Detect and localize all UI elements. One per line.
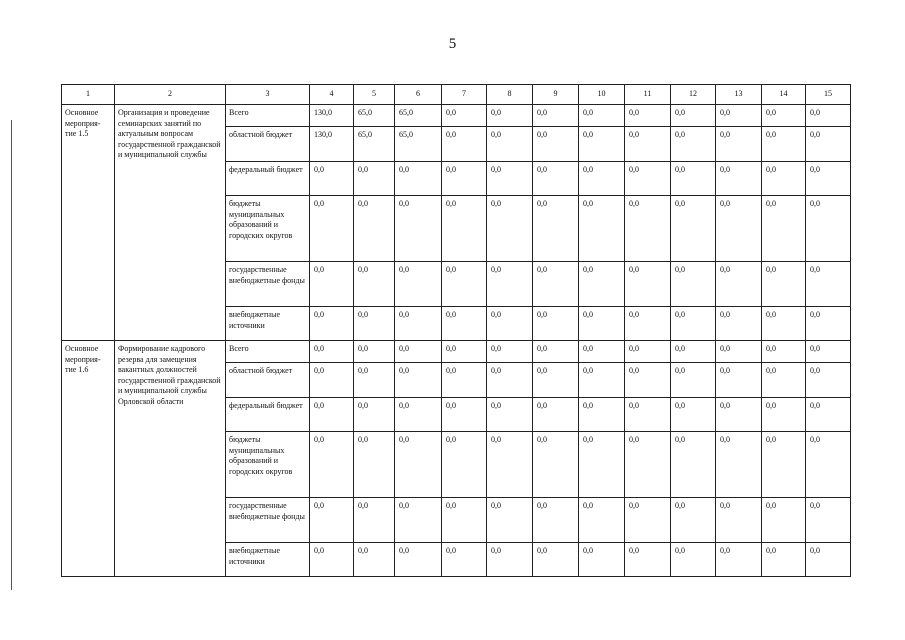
funding-source-cell: Всего [226, 341, 310, 363]
value-cell: 0,0 [671, 432, 716, 498]
header-cell: 14 [762, 85, 806, 105]
funding-source-cell: государственные внебюджетные фонды [226, 262, 310, 307]
value-cell: 0,0 [442, 196, 487, 262]
value-cell: 0,0 [442, 363, 487, 398]
value-cell: 0,0 [671, 543, 716, 577]
value-cell: 0,0 [310, 307, 354, 341]
value-cell: 0,0 [625, 498, 671, 543]
value-cell: 0,0 [442, 341, 487, 363]
value-cell: 0,0 [716, 363, 762, 398]
value-cell: 0,0 [716, 262, 762, 307]
value-cell: 0,0 [310, 543, 354, 577]
value-cell: 0,0 [806, 498, 851, 543]
value-cell: 0,0 [579, 363, 625, 398]
value-cell: 0,0 [310, 432, 354, 498]
value-cell: 0,0 [625, 307, 671, 341]
value-cell: 0,0 [395, 543, 442, 577]
header-cell: 11 [625, 85, 671, 105]
header-cell: 3 [226, 85, 310, 105]
value-cell: 0,0 [671, 105, 716, 127]
value-cell: 0,0 [487, 543, 533, 577]
value-cell: 0,0 [533, 127, 579, 162]
value-cell: 0,0 [533, 363, 579, 398]
funding-source-cell: бюджеты муниципальных образований и городских округов [226, 196, 310, 262]
value-cell: 0,0 [716, 341, 762, 363]
value-cell: 0,0 [533, 196, 579, 262]
value-cell: 0,0 [310, 363, 354, 398]
value-cell: 0,0 [579, 432, 625, 498]
value-cell: 0,0 [310, 196, 354, 262]
value-cell: 130,0 [310, 105, 354, 127]
value-cell: 0,0 [716, 127, 762, 162]
value-cell: 0,0 [442, 543, 487, 577]
value-cell: 0,0 [716, 543, 762, 577]
value-cell: 0,0 [716, 196, 762, 262]
value-cell: 0,0 [762, 105, 806, 127]
value-cell: 0,0 [806, 262, 851, 307]
value-cell: 0,0 [487, 307, 533, 341]
event-cell: Основное мероприя-тие 1.6 [62, 341, 115, 577]
value-cell: 0,0 [625, 262, 671, 307]
value-cell: 0,0 [395, 196, 442, 262]
table-row [62, 105, 851, 127]
value-cell: 0,0 [533, 162, 579, 196]
value-cell: 0,0 [487, 363, 533, 398]
value-cell: 0,0 [579, 543, 625, 577]
header-cell: 1 [62, 85, 115, 105]
value-cell: 0,0 [671, 262, 716, 307]
value-cell: 0,0 [716, 105, 762, 127]
value-cell: 0,0 [533, 498, 579, 543]
value-cell: 0,0 [579, 341, 625, 363]
value-cell: 0,0 [354, 307, 395, 341]
header-cell: 8 [487, 85, 533, 105]
header-cell: 13 [716, 85, 762, 105]
value-cell: 0,0 [579, 262, 625, 307]
value-cell: 0,0 [579, 307, 625, 341]
value-cell: 0,0 [442, 307, 487, 341]
funding-source-cell: государственные внебюджетные фонды [226, 498, 310, 543]
value-cell: 0,0 [762, 341, 806, 363]
value-cell: 65,0 [354, 127, 395, 162]
value-cell: 0,0 [716, 162, 762, 196]
value-cell: 0,0 [806, 543, 851, 577]
value-cell: 0,0 [442, 432, 487, 498]
value-cell: 0,0 [579, 398, 625, 432]
value-cell: 0,0 [395, 432, 442, 498]
header-cell: 15 [806, 85, 851, 105]
value-cell: 0,0 [354, 498, 395, 543]
value-cell: 0,0 [762, 363, 806, 398]
value-cell: 0,0 [354, 162, 395, 196]
header-cell: 12 [671, 85, 716, 105]
value-cell: 0,0 [671, 307, 716, 341]
value-cell: 0,0 [806, 127, 851, 162]
value-cell: 0,0 [354, 543, 395, 577]
value-cell: 0,0 [395, 498, 442, 543]
value-cell: 0,0 [762, 262, 806, 307]
value-cell: 0,0 [806, 398, 851, 432]
page-number: 5 [448, 36, 457, 52]
value-cell: 0,0 [762, 398, 806, 432]
value-cell: 0,0 [487, 127, 533, 162]
value-cell: 0,0 [625, 162, 671, 196]
value-cell: 0,0 [716, 307, 762, 341]
value-cell: 0,0 [533, 398, 579, 432]
budget-table [61, 84, 851, 577]
value-cell: 0,0 [487, 398, 533, 432]
value-cell: 0,0 [806, 363, 851, 398]
value-cell: 0,0 [671, 162, 716, 196]
funding-source-cell: областной бюджет [226, 363, 310, 398]
value-cell: 0,0 [671, 127, 716, 162]
value-cell: 0,0 [716, 398, 762, 432]
value-cell: 0,0 [671, 363, 716, 398]
funding-source-cell: федеральный бюджет [226, 398, 310, 432]
value-cell: 0,0 [354, 398, 395, 432]
value-cell: 0,0 [716, 498, 762, 543]
value-cell: 65,0 [395, 105, 442, 127]
value-cell: 0,0 [625, 105, 671, 127]
value-cell: 0,0 [533, 432, 579, 498]
value-cell: 0,0 [671, 341, 716, 363]
value-cell: 0,0 [354, 341, 395, 363]
value-cell: 0,0 [487, 432, 533, 498]
funding-source-cell: областной бюджет [226, 127, 310, 162]
value-cell: 0,0 [354, 363, 395, 398]
value-cell: 0,0 [533, 341, 579, 363]
header-cell: 10 [579, 85, 625, 105]
value-cell: 0,0 [625, 127, 671, 162]
value-cell: 65,0 [354, 105, 395, 127]
value-cell: 0,0 [806, 432, 851, 498]
value-cell: 0,0 [762, 162, 806, 196]
value-cell: 0,0 [395, 341, 442, 363]
value-cell: 0,0 [442, 127, 487, 162]
header-row [62, 85, 851, 105]
value-cell: 0,0 [442, 498, 487, 543]
value-cell: 0,0 [310, 498, 354, 543]
value-cell: 0,0 [395, 262, 442, 307]
table-row [62, 341, 851, 363]
value-cell: 0,0 [671, 196, 716, 262]
value-cell: 0,0 [442, 162, 487, 196]
funding-source-cell: внебюджетные источники [226, 543, 310, 577]
value-cell: 0,0 [354, 262, 395, 307]
event-cell: Основное мероприя-тие 1.5 [62, 105, 115, 341]
header-cell: 2 [115, 85, 226, 105]
value-cell: 0,0 [806, 105, 851, 127]
funding-source-cell: внебюджетные источники [226, 307, 310, 341]
value-cell: 0,0 [806, 341, 851, 363]
value-cell: 0,0 [395, 307, 442, 341]
value-cell: 0,0 [625, 398, 671, 432]
value-cell: 0,0 [395, 363, 442, 398]
description-cell: Формирование кадрового резерва для замещения вакантных должностей государственной гражданской и муниципальной службы Орловской области [115, 341, 226, 577]
value-cell: 0,0 [671, 498, 716, 543]
value-cell: 0,0 [625, 543, 671, 577]
description-cell: Организация и проведение семинарских занятий по актуальным вопросам государственной гражданской и муниципальной службы [115, 105, 226, 341]
value-cell: 0,0 [487, 162, 533, 196]
header-cell: 5 [354, 85, 395, 105]
funding-source-cell: федеральный бюджет [226, 162, 310, 196]
header-cell: 7 [442, 85, 487, 105]
margin-line [11, 120, 12, 590]
value-cell: 0,0 [579, 127, 625, 162]
value-cell: 0,0 [395, 398, 442, 432]
value-cell: 0,0 [487, 262, 533, 307]
value-cell: 0,0 [762, 432, 806, 498]
value-cell: 0,0 [671, 398, 716, 432]
value-cell: 0,0 [533, 262, 579, 307]
value-cell: 0,0 [442, 105, 487, 127]
value-cell: 0,0 [762, 196, 806, 262]
value-cell: 0,0 [533, 105, 579, 127]
value-cell: 0,0 [806, 162, 851, 196]
header-cell: 6 [395, 85, 442, 105]
value-cell: 0,0 [579, 162, 625, 196]
value-cell: 0,0 [762, 498, 806, 543]
header-cell: 9 [533, 85, 579, 105]
value-cell: 0,0 [625, 432, 671, 498]
value-cell: 0,0 [762, 307, 806, 341]
value-cell: 0,0 [533, 543, 579, 577]
value-cell: 0,0 [762, 127, 806, 162]
value-cell: 0,0 [762, 543, 806, 577]
value-cell: 0,0 [487, 196, 533, 262]
value-cell: 0,0 [487, 341, 533, 363]
value-cell: 0,0 [806, 307, 851, 341]
value-cell: 0,0 [310, 341, 354, 363]
funding-source-cell: Всего [226, 105, 310, 127]
value-cell: 0,0 [310, 398, 354, 432]
value-cell: 0,0 [625, 341, 671, 363]
value-cell: 65,0 [395, 127, 442, 162]
value-cell: 130,0 [310, 127, 354, 162]
value-cell: 0,0 [395, 162, 442, 196]
funding-source-cell: бюджеты муниципальных образований и городских округов [226, 432, 310, 498]
value-cell: 0,0 [625, 363, 671, 398]
value-cell: 0,0 [579, 196, 625, 262]
value-cell: 0,0 [716, 432, 762, 498]
value-cell: 0,0 [442, 262, 487, 307]
value-cell: 0,0 [579, 498, 625, 543]
value-cell: 0,0 [487, 105, 533, 127]
value-cell: 0,0 [625, 196, 671, 262]
value-cell: 0,0 [354, 432, 395, 498]
value-cell: 0,0 [806, 196, 851, 262]
value-cell: 0,0 [310, 162, 354, 196]
value-cell: 0,0 [310, 262, 354, 307]
header-cell: 4 [310, 85, 354, 105]
value-cell: 0,0 [533, 307, 579, 341]
value-cell: 0,0 [442, 398, 487, 432]
value-cell: 0,0 [354, 196, 395, 262]
value-cell: 0,0 [487, 498, 533, 543]
value-cell: 0,0 [579, 105, 625, 127]
